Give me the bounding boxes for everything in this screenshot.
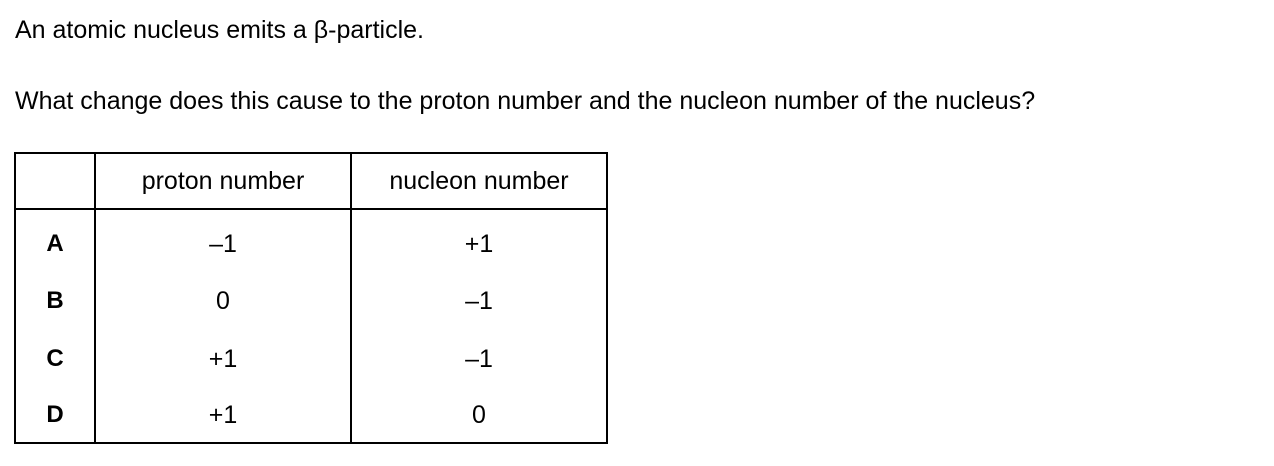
- table-row: [15, 388, 607, 443]
- question-prompt: What change does this cause to the proton number and the nucleon number of the nucleus?: [15, 87, 1036, 115]
- nucleon-change: 0: [351, 388, 607, 443]
- nucleon-change: +1: [351, 209, 607, 272]
- proton-change: +1: [95, 388, 351, 443]
- table-row: [15, 330, 607, 388]
- nucleon-change: –1: [351, 272, 607, 330]
- header-proton-number: proton number: [95, 153, 351, 209]
- table-row: [15, 209, 607, 272]
- header-empty-cell: [15, 153, 95, 209]
- option-key: C: [15, 330, 95, 388]
- question-intro: An atomic nucleus emits a β-particle.: [15, 16, 424, 44]
- nucleon-change: –1: [351, 330, 607, 388]
- proton-change: 0: [95, 272, 351, 330]
- table-row: [15, 272, 607, 330]
- option-key: D: [15, 388, 95, 443]
- table-header-row: [15, 153, 607, 209]
- option-key: B: [15, 272, 95, 330]
- proton-change: –1: [95, 209, 351, 272]
- header-nucleon-number: nucleon number: [351, 153, 607, 209]
- option-key: A: [15, 209, 95, 272]
- proton-change: +1: [95, 330, 351, 388]
- answer-options-table: [14, 152, 608, 444]
